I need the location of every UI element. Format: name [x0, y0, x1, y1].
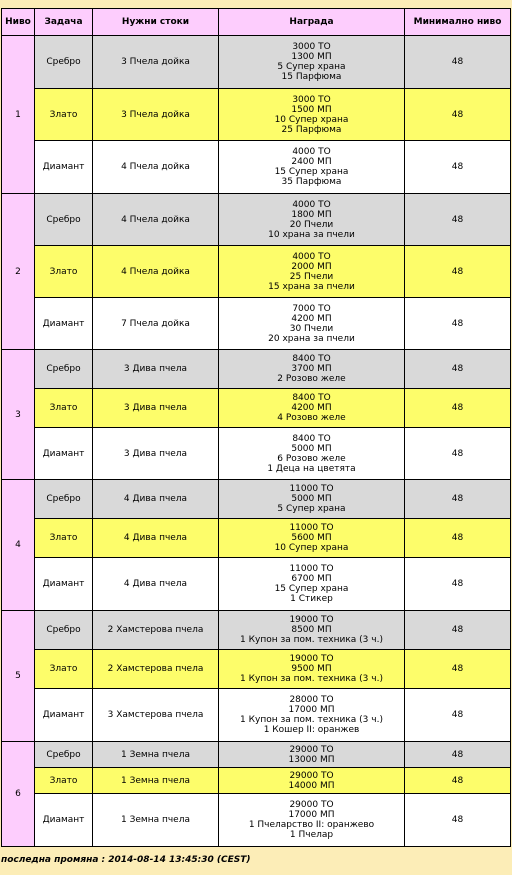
table-row [2, 794, 511, 847]
level-cell: 5 [2, 611, 35, 742]
min-level-cell: 48 [405, 742, 511, 768]
reward-line: 1 Купон за пом. техника (3 ч.) [240, 635, 383, 645]
task-cell: Диамант [35, 558, 93, 611]
reward-line: 5000 МП [291, 443, 332, 454]
goods-cell: 7 Пчела дойка [93, 298, 219, 350]
table-row [2, 611, 511, 650]
header-min-level: Минимално ниво [405, 9, 511, 36]
reward-line: 15 Супер храна [274, 584, 349, 594]
reward-cell [219, 689, 405, 742]
table-row [2, 36, 511, 89]
header-level: Ниво [2, 9, 35, 36]
reward-cell [219, 350, 405, 389]
goods-cell: 3 Дива пчела [93, 389, 219, 428]
min-level-cell: 48 [405, 141, 511, 194]
reward-line: 20 храна за пчели [268, 333, 355, 344]
table-row [2, 389, 511, 428]
table-row [2, 689, 511, 742]
reward-line: 25 Парфюма [281, 124, 342, 135]
reward-line: 4200 МП [291, 313, 332, 324]
level-cell: 3 [2, 350, 35, 480]
quest-rewards-table [1, 8, 511, 847]
header-task: Задача [35, 9, 93, 36]
goods-cell: 4 Пчела дойка [93, 141, 219, 194]
min-level-cell: 48 [405, 36, 511, 89]
task-cell: Злато [35, 519, 93, 558]
task-cell: Сребро [35, 36, 93, 89]
reward-line: 20 Пчели [289, 219, 334, 230]
reward-line: 8400 ТО [292, 433, 331, 444]
min-level-cell: 48 [405, 794, 511, 847]
reward-line: 8400 ТО [292, 393, 331, 403]
task-cell: Злато [35, 389, 93, 428]
min-level-cell: 48 [405, 611, 511, 650]
task-cell: Диамант [35, 298, 93, 350]
table-row [2, 298, 511, 350]
min-level-cell: 48 [405, 389, 511, 428]
reward-cell [219, 428, 405, 480]
task-cell: Диамант [35, 689, 93, 742]
task-cell: Диамант [35, 794, 93, 847]
reward-line: 1 Купон за пом. техника (3 ч.) [240, 674, 383, 684]
reward-line: 14000 МП [288, 780, 335, 791]
table-row [2, 768, 511, 794]
task-cell: Злато [35, 768, 93, 794]
goods-cell: 1 Земна пчела [93, 768, 219, 794]
min-level-cell: 48 [405, 768, 511, 794]
reward-line: 1800 МП [291, 209, 332, 220]
reward-line: 3700 МП [291, 364, 332, 374]
reward-cell [219, 768, 405, 794]
reward-line: 3000 ТО [292, 42, 331, 52]
last-modified: последна промяна : 2014-08-14 13:45:30 (CEST) [1, 855, 251, 865]
reward-line: 9500 МП [291, 664, 332, 674]
reward-line: 4000 ТО [292, 199, 331, 210]
reward-line: 17000 МП [288, 705, 335, 715]
table-row [2, 141, 511, 194]
reward-line: 29000 ТО [289, 744, 334, 755]
reward-line: 5000 МП [291, 494, 332, 504]
level-cell: 4 [2, 480, 35, 611]
reward-line: 8500 МП [291, 625, 332, 635]
reward-line: 15 Супер храна [274, 167, 349, 177]
min-level-cell: 48 [405, 194, 511, 246]
reward-line: 4000 ТО [292, 251, 331, 262]
task-cell: Сребро [35, 350, 93, 389]
goods-cell: 2 Хамстерова пчела [93, 611, 219, 650]
reward-cell [219, 650, 405, 689]
table-row [2, 519, 511, 558]
level-cell: 2 [2, 194, 35, 350]
reward-line: 11000 ТО [289, 564, 334, 574]
reward-line: 29000 ТО [289, 800, 334, 810]
reward-line: 4 Розово желе [277, 413, 346, 423]
reward-line: 1500 МП [291, 104, 332, 115]
table-row [2, 428, 511, 480]
level-cell: 6 [2, 742, 35, 847]
reward-line: 5 Супер храна [277, 62, 346, 72]
reward-line: 7000 ТО [292, 303, 331, 314]
reward-line: 15 Парфюма [281, 72, 342, 82]
goods-cell: 3 Хамстерова пчела [93, 689, 219, 742]
header-goods: Нужни стоки [93, 9, 219, 36]
reward-cell [219, 558, 405, 611]
goods-cell: 3 Дива пчела [93, 350, 219, 389]
reward-cell [219, 794, 405, 847]
reward-line: 17000 МП [288, 810, 335, 820]
task-cell: Сребро [35, 742, 93, 768]
reward-cell [219, 519, 405, 558]
goods-cell: 1 Земна пчела [93, 794, 219, 847]
goods-cell: 1 Земна пчела [93, 742, 219, 768]
reward-line: 10 храна за пчели [268, 229, 355, 240]
min-level-cell: 48 [405, 689, 511, 742]
reward-line: 6700 МП [291, 574, 332, 584]
goods-cell: 4 Пчела дойка [93, 194, 219, 246]
reward-cell [219, 36, 405, 89]
goods-cell: 4 Дива пчела [93, 558, 219, 611]
reward-cell [219, 194, 405, 246]
reward-line: 1 Пчеларство II: оранжево [248, 820, 375, 830]
reward-line: 5600 МП [291, 533, 332, 543]
reward-line: 30 Пчели [289, 323, 334, 334]
min-level-cell: 48 [405, 350, 511, 389]
task-cell: Диамант [35, 141, 93, 194]
min-level-cell: 48 [405, 480, 511, 519]
reward-cell [219, 298, 405, 350]
min-level-cell: 48 [405, 428, 511, 480]
reward-line: 8400 ТО [292, 354, 331, 364]
table-body [2, 36, 511, 847]
task-cell: Сребро [35, 611, 93, 650]
goods-cell: 4 Дива пчела [93, 480, 219, 519]
goods-cell: 4 Дива пчела [93, 519, 219, 558]
reward-line: 25 Пчели [289, 271, 334, 282]
reward-line: 10 Супер храна [274, 543, 349, 553]
reward-line: 19000 ТО [289, 615, 334, 625]
reward-line: 6 Розово желе [277, 453, 346, 464]
reward-line: 1 Кошер II: оранжев [263, 725, 360, 735]
task-cell: Злато [35, 650, 93, 689]
table-row [2, 89, 511, 141]
goods-cell: 3 Пчела дойка [93, 36, 219, 89]
reward-line: 1 Купон за пом. техника (3 ч.) [240, 715, 383, 725]
reward-line: 3000 ТО [292, 94, 331, 105]
goods-cell: 4 Пчела дойка [93, 246, 219, 298]
table-row [2, 742, 511, 768]
min-level-cell: 48 [405, 246, 511, 298]
reward-line: 2000 МП [291, 261, 332, 272]
table-header-row [2, 9, 511, 36]
min-level-cell: 48 [405, 650, 511, 689]
reward-line: 1 Деца на цветята [267, 463, 356, 474]
level-cell: 1 [2, 36, 35, 194]
goods-cell: 3 Дива пчела [93, 428, 219, 480]
table-row [2, 194, 511, 246]
reward-line: 1 Пчелар [289, 830, 334, 840]
min-level-cell: 48 [405, 298, 511, 350]
task-cell: Злато [35, 246, 93, 298]
table-row [2, 650, 511, 689]
table-row [2, 480, 511, 519]
reward-cell [219, 246, 405, 298]
reward-line: 19000 ТО [289, 654, 334, 664]
task-cell: Сребро [35, 194, 93, 246]
task-cell: Диамант [35, 428, 93, 480]
min-level-cell: 48 [405, 519, 511, 558]
reward-line: 10 Супер храна [274, 114, 349, 125]
reward-line: 35 Парфюма [281, 177, 342, 187]
reward-line: 29000 ТО [289, 770, 334, 781]
reward-cell [219, 480, 405, 519]
min-level-cell: 48 [405, 558, 511, 611]
reward-line: 5 Супер храна [277, 504, 346, 514]
reward-line: 13000 МП [288, 754, 335, 765]
reward-line: 2400 МП [291, 157, 332, 167]
reward-cell [219, 611, 405, 650]
reward-line: 28000 ТО [289, 695, 334, 705]
goods-cell: 3 Пчела дойка [93, 89, 219, 141]
reward-line: 4000 ТО [292, 147, 331, 157]
reward-cell [219, 742, 405, 768]
goods-cell: 2 Хамстерова пчела [93, 650, 219, 689]
reward-line: 2 Розово желе [277, 374, 346, 384]
reward-cell [219, 89, 405, 141]
reward-line: 1 Стикер [290, 594, 333, 604]
task-cell: Сребро [35, 480, 93, 519]
header-reward: Награда [219, 9, 405, 36]
reward-cell [219, 141, 405, 194]
reward-line: 15 храна за пчели [268, 281, 355, 292]
table-row [2, 246, 511, 298]
reward-line: 11000 ТО [289, 484, 334, 494]
table-row [2, 350, 511, 389]
reward-line: 11000 ТО [289, 523, 334, 533]
table-row [2, 558, 511, 611]
reward-cell [219, 389, 405, 428]
min-level-cell: 48 [405, 89, 511, 141]
reward-line: 1300 МП [291, 52, 332, 62]
reward-line: 4200 МП [291, 403, 332, 413]
task-cell: Злато [35, 89, 93, 141]
